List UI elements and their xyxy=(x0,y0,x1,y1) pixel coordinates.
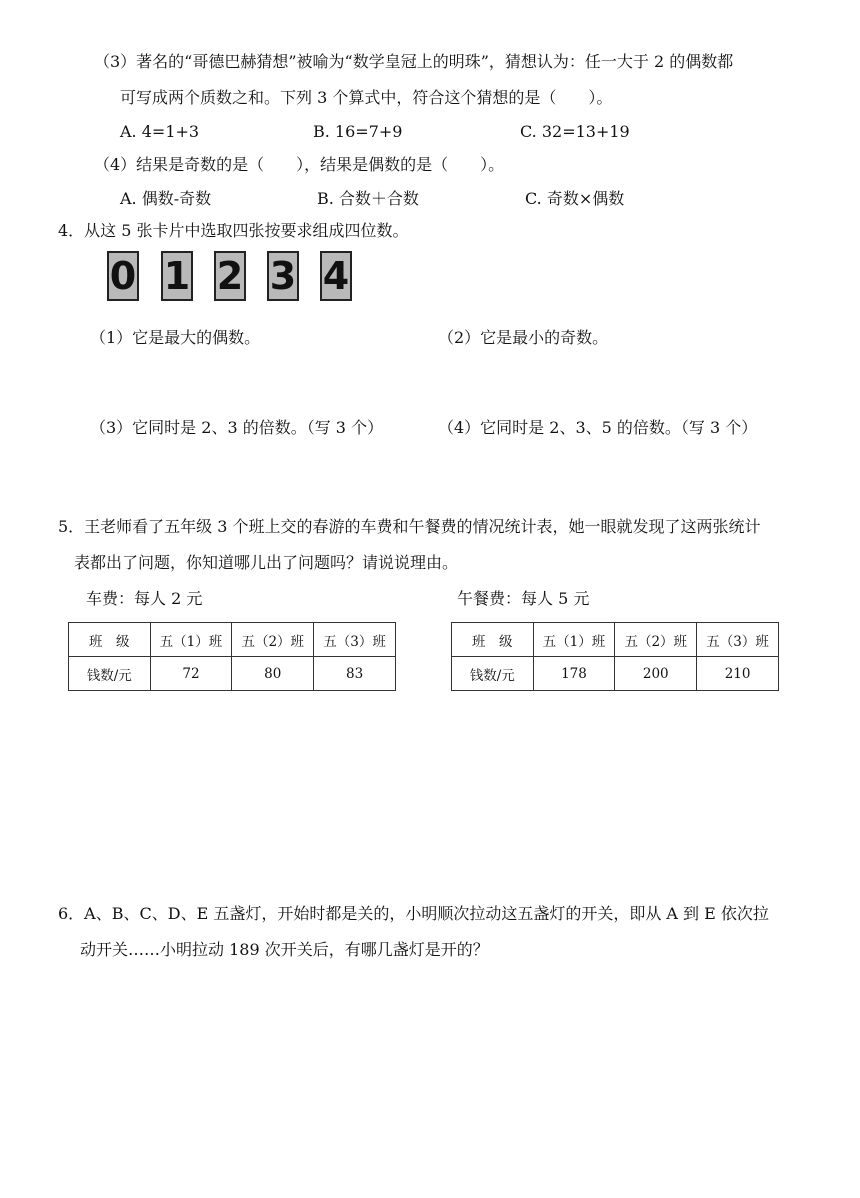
table-header-cell: 班 级 xyxy=(452,623,534,657)
table-cell: 210 xyxy=(697,657,779,691)
number-card-1: 1 xyxy=(161,251,193,301)
q3-part3-line1: （3）著名的“哥德巴赫猜想”被喻为“数学皇冠上的明珠”，猜想认为：任一大于 2 的偶数都 xyxy=(94,52,734,71)
table-cell: 200 xyxy=(615,657,697,691)
q4-sub2: （2）它是最小的奇数。 xyxy=(438,328,609,347)
q4-stem: 4．从这 5 张卡片中选取四张按要求组成四位数。 xyxy=(58,221,409,240)
table-header-cell: 五（2）班 xyxy=(232,623,314,657)
bus-fee-table xyxy=(68,622,396,691)
number-card-2: 2 xyxy=(214,251,246,301)
q5-stem-line1: 5．王老师看了五年级 3 个班上交的春游的车费和午餐费的情况统计表，她一眼就发现了这两张统计 xyxy=(58,517,761,536)
q3-part4-option-c: C. 奇数×偶数 xyxy=(525,189,625,208)
table-row-label: 钱数/元 xyxy=(69,657,151,691)
table-header-cell: 五（2）班 xyxy=(615,623,697,657)
q3-part3-line2: 可写成两个质数之和。下列 3 个算式中，符合这个猜想的是（ ）。 xyxy=(120,88,613,107)
number-card-4: 4 xyxy=(320,251,352,301)
q6-stem-line1: 6．A、B、C、D、E 五盏灯，开始时都是关的，小明顺次拉动这五盏灯的开关，即从 A 到 E 依次拉 xyxy=(58,904,769,923)
q5-stem-line2: 表都出了问题，你知道哪儿出了问题吗？请说说理由。 xyxy=(74,553,459,572)
bus-fee-caption: 车费：每人 2 元 xyxy=(86,589,203,608)
table-header-cell: 五（3）班 xyxy=(314,623,396,657)
table-cell: 80 xyxy=(232,657,314,691)
q4-sub1: （1）它是最大的偶数。 xyxy=(90,328,261,347)
q3-part3-option-c: C. 32=13+19 xyxy=(520,122,630,141)
q3-part3-option-b: B. 16=7+9 xyxy=(313,122,403,141)
table-header-cell: 五（1）班 xyxy=(150,623,232,657)
lunch-fee-table xyxy=(451,622,779,691)
table-cell: 178 xyxy=(533,657,615,691)
q4-sub4: （4）它同时是 2、3、5 的倍数。（写 3 个） xyxy=(438,418,758,437)
table-header-cell: 五（3）班 xyxy=(697,623,779,657)
table-cell: 72 xyxy=(150,657,232,691)
number-cards xyxy=(107,251,357,303)
q3-part4-option-a: A. 偶数-奇数 xyxy=(120,189,212,208)
q3-part4-option-b: B. 合数＋合数 xyxy=(317,189,419,208)
q6-stem-line2: 动开关……小明拉动 189 次开关后，有哪几盏灯是开的？ xyxy=(80,940,489,959)
table-cell: 83 xyxy=(314,657,396,691)
table-header-cell: 五（1）班 xyxy=(533,623,615,657)
table-row-label: 钱数/元 xyxy=(452,657,534,691)
number-card-3: 3 xyxy=(267,251,299,301)
q4-sub3: （3）它同时是 2、3 的倍数。（写 3 个） xyxy=(90,418,384,437)
table-header-cell: 班 级 xyxy=(69,623,151,657)
q3-part3-option-a: A. 4=1+3 xyxy=(120,122,200,141)
lunch-fee-caption: 午餐费：每人 5 元 xyxy=(457,589,590,608)
q3-part4-line1: （4）结果是奇数的是（ ），结果是偶数的是（ ）。 xyxy=(94,155,505,174)
number-card-0: 0 xyxy=(107,251,139,301)
